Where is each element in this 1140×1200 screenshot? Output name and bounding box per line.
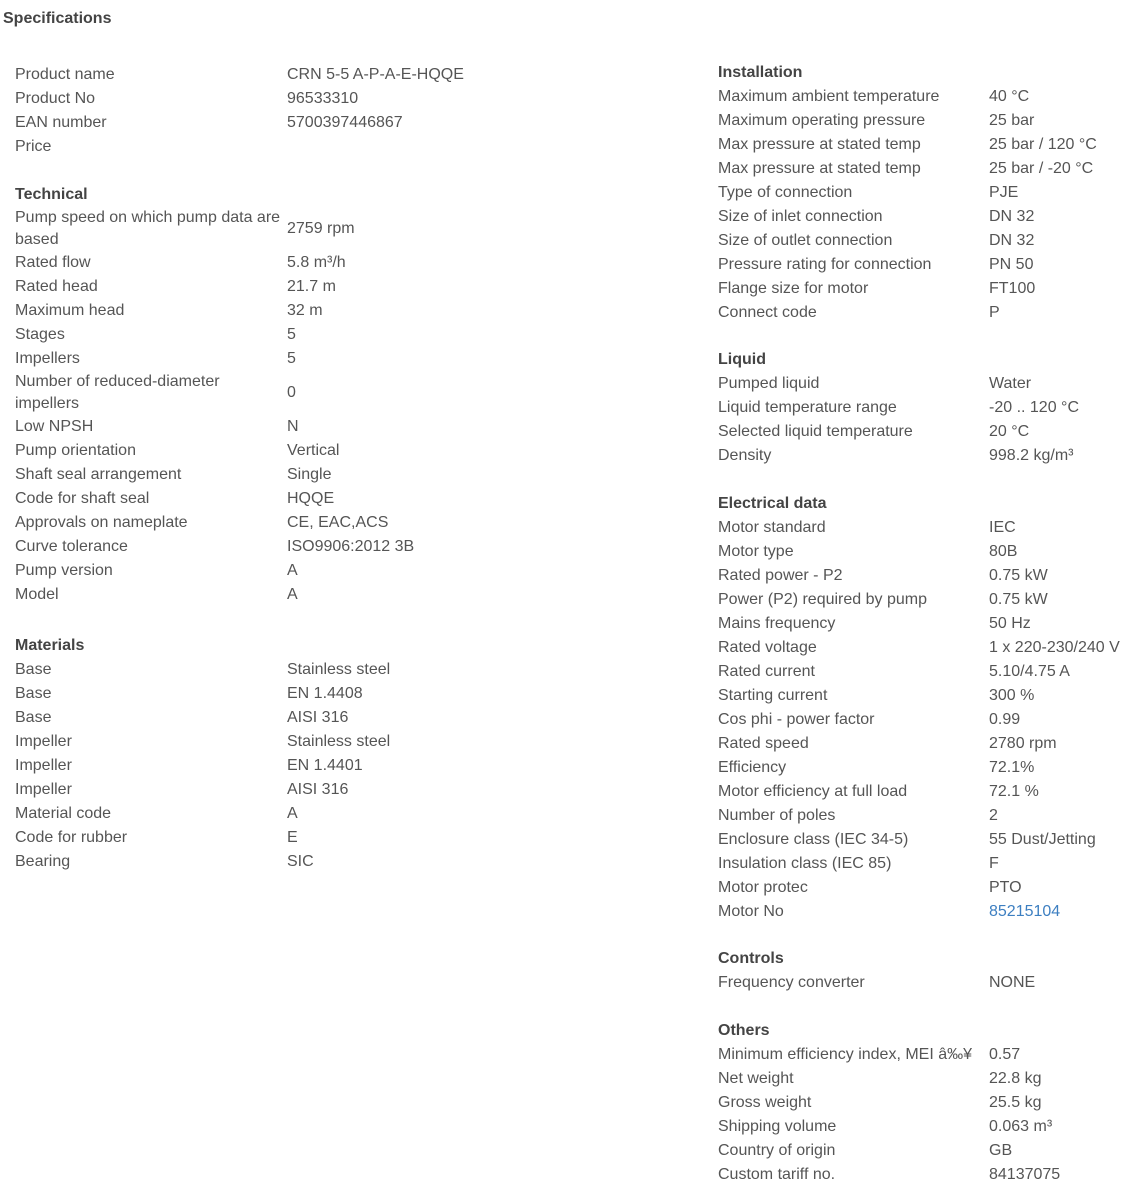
spec-row [718, 1067, 1060, 1091]
spec-row [718, 756, 1120, 780]
spec-value: 0 [287, 384, 296, 401]
spec-label: Size of outlet connection [718, 232, 893, 249]
controls-table [718, 971, 1035, 995]
spec-row [15, 754, 390, 778]
spec-row [15, 463, 414, 487]
spec-value: Stainless steel [287, 733, 391, 750]
spec-value: 0.75 kW [989, 591, 1048, 608]
liquid-table [718, 372, 1079, 468]
electrical-table [718, 516, 1120, 924]
spec-row [718, 564, 1120, 588]
spec-row [15, 826, 390, 850]
spec-row [15, 207, 414, 251]
spec-value: PTO [989, 879, 1022, 896]
spec-label: Product name [15, 66, 115, 83]
spec-row [718, 301, 1097, 325]
spec-value: AISI 316 [287, 709, 349, 726]
spec-value: PJE [989, 184, 1019, 201]
spec-label: Number of reduced-diameter impellers [15, 373, 220, 412]
spec-label: Max pressure at stated temp [718, 136, 921, 153]
general-table [15, 63, 464, 159]
spec-label: Shipping volume [718, 1118, 837, 1135]
spec-label: EAN number [15, 114, 107, 131]
installation-table [718, 85, 1097, 325]
spec-label: Number of poles [718, 807, 836, 824]
spec-value: EN 1.4408 [287, 685, 363, 702]
spec-label: Gross weight [718, 1094, 812, 1111]
spec-value: F [989, 855, 999, 872]
spec-label: Base [15, 661, 52, 678]
spec-row [15, 347, 414, 371]
spec-row [718, 876, 1120, 900]
spec-value: Vertical [287, 442, 340, 459]
spec-value: CRN 5-5 A-P-A-E-HQQE [287, 66, 464, 83]
spec-label: Pump speed on which pump data are based [15, 209, 281, 248]
spec-value: 5.10/4.75 A [989, 663, 1070, 680]
spec-value: Water [989, 375, 1032, 392]
spec-label: Code for shaft seal [15, 490, 150, 507]
spec-row [718, 85, 1097, 109]
spec-row [15, 559, 414, 583]
spec-label: Custom tariff no. [718, 1166, 836, 1183]
spec-value: 80B [989, 543, 1018, 560]
spec-label: Cos phi - power factor [718, 711, 875, 728]
spec-label: Pressure rating for connection [718, 256, 932, 273]
spec-row [15, 323, 414, 347]
spec-label: Pumped liquid [718, 375, 820, 392]
spec-value: 0.57 [989, 1046, 1021, 1063]
spec-row [15, 371, 414, 415]
spec-label: Selected liquid temperature [718, 423, 913, 440]
materials-table [15, 658, 390, 874]
section-title: Materials [15, 637, 85, 654]
spec-label: Starting current [718, 687, 828, 704]
spec-value: 5 [287, 350, 296, 367]
spec-label: Mains frequency [718, 615, 836, 632]
spec-value: 32 m [287, 302, 323, 319]
spec-value: 1 x 220-230/240 V [989, 639, 1120, 656]
spec-value: 50 Hz [989, 615, 1031, 632]
spec-value: DN 32 [989, 232, 1035, 249]
spec-label: Code for rubber [15, 829, 128, 846]
spec-value: 20 °C [989, 423, 1030, 440]
spec-row [718, 1139, 1060, 1163]
spec-row [718, 636, 1120, 660]
spec-row [718, 732, 1120, 756]
section-title: Technical [15, 186, 88, 203]
spec-label: Curve tolerance [15, 538, 128, 555]
spec-row [15, 251, 414, 275]
spec-row [15, 850, 390, 874]
spec-label: Enclosure class (IEC 34-5) [718, 831, 909, 848]
spec-label: Motor efficiency at full load [718, 783, 908, 800]
spec-label: Maximum ambient temperature [718, 88, 940, 105]
spec-row [718, 804, 1120, 828]
spec-row [718, 588, 1120, 612]
spec-label: Liquid temperature range [718, 399, 897, 416]
spec-value: AISI 316 [287, 781, 349, 798]
spec-row [15, 87, 464, 111]
spec-value: 22.8 kg [989, 1070, 1042, 1087]
spec-row [718, 181, 1097, 205]
spec-row [718, 852, 1120, 876]
spec-row [15, 778, 390, 802]
spec-label: Rated speed [718, 735, 809, 752]
spec-label: Net weight [718, 1070, 794, 1087]
spec-row [15, 111, 464, 135]
technical-table [15, 207, 414, 607]
spec-row [718, 1043, 1060, 1067]
spec-label: Impellers [15, 350, 80, 367]
spec-value: P [989, 304, 1000, 321]
spec-label: Flange size for motor [718, 280, 869, 297]
spec-row [718, 780, 1120, 804]
spec-value: 0.75 kW [989, 567, 1048, 584]
spec-label: Base [15, 685, 52, 702]
spec-value: 40 °C [989, 88, 1030, 105]
spec-label: Size of inlet connection [718, 208, 883, 225]
page-title: Specifications [3, 10, 112, 27]
spec-label: Impeller [15, 781, 72, 798]
spec-label: Bearing [15, 853, 71, 870]
spec-label: Motor standard [718, 519, 826, 536]
spec-value: 2 [989, 807, 998, 824]
spec-row [718, 684, 1120, 708]
spec-value: 55 Dust/Jetting [989, 831, 1096, 848]
section-title: Controls [718, 950, 784, 967]
spec-value: 96533310 [287, 90, 359, 107]
spec-row [15, 583, 414, 607]
spec-label: Country of origin [718, 1142, 836, 1159]
spec-value: -20 .. 120 °C [989, 399, 1079, 416]
spec-value: 0.063 m³ [989, 1118, 1053, 1135]
spec-row [15, 415, 414, 439]
spec-label: Connect code [718, 304, 817, 321]
spec-row [718, 396, 1079, 420]
spec-label: Price [15, 138, 52, 155]
spec-row [15, 802, 390, 826]
spec-label: Rated current [718, 663, 815, 680]
spec-value: E [287, 829, 298, 846]
section-title: Liquid [718, 351, 766, 368]
spec-label: Impeller [15, 733, 72, 750]
technical-section [15, 183, 414, 607]
spec-label: Max pressure at stated temp [718, 160, 921, 177]
spec-value: 998.2 kg/m³ [989, 447, 1074, 464]
spec-label: Maximum head [15, 302, 125, 319]
spec-value: 5.8 m³/h [287, 254, 346, 271]
others-table [718, 1043, 1060, 1187]
spec-row [15, 275, 414, 299]
spec-row [718, 1115, 1060, 1139]
spec-row [15, 658, 390, 682]
spec-label: Power (P2) required by pump [718, 591, 927, 608]
spec-row [718, 444, 1079, 468]
spec-row [718, 1091, 1060, 1115]
spec-label: Pump orientation [15, 442, 136, 459]
spec-value: 5700397446867 [287, 114, 403, 131]
spec-value: FT100 [989, 280, 1036, 297]
spec-value: ISO9906:2012 3B [287, 538, 415, 555]
spec-row [15, 682, 390, 706]
spec-row [718, 516, 1120, 540]
spec-row [718, 109, 1097, 133]
spec-value: N [287, 418, 299, 435]
spec-row [718, 1163, 1060, 1187]
spec-row [718, 133, 1097, 157]
spec-value: 84137075 [989, 1166, 1061, 1183]
spec-value: 300 % [989, 687, 1035, 704]
spec-row [15, 535, 414, 559]
spec-label: Motor protec [718, 879, 808, 896]
controls-section [718, 947, 1035, 995]
spec-value: IEC [989, 519, 1016, 536]
spec-row [718, 253, 1097, 277]
materials-section [15, 634, 390, 874]
spec-label: Rated power - P2 [718, 567, 843, 584]
spec-label: Low NPSH [15, 418, 94, 435]
general-section [15, 63, 464, 159]
spec-label: Minimum efficiency index, MEI â‰¥ [718, 1046, 973, 1063]
spec-row [718, 157, 1097, 181]
spec-value: 2780 rpm [989, 735, 1057, 752]
spec-label: Pump version [15, 562, 113, 579]
spec-value: 25 bar / 120 °C [989, 136, 1097, 153]
spec-value: CE, EAC,ACS [287, 514, 389, 531]
spec-value: Stainless steel [287, 661, 391, 678]
spec-value: 25 bar / -20 °C [989, 160, 1094, 177]
spec-value: SIC [287, 853, 314, 870]
spec-value [287, 135, 464, 159]
spec-row [718, 900, 1120, 924]
spec-value: GB [989, 1142, 1013, 1159]
spec-row [718, 612, 1120, 636]
spec-value: 72.1% [989, 759, 1035, 776]
spec-row [718, 277, 1097, 301]
electrical-section [718, 492, 1120, 924]
spec-label: Stages [15, 326, 65, 343]
spec-label: Rated flow [15, 254, 91, 271]
spec-row [15, 63, 464, 87]
spec-value: 2759 rpm [287, 220, 355, 237]
spec-value: 5 [287, 326, 296, 343]
motor-no-link[interactable]: 85215104 [989, 903, 1061, 920]
spec-value: 21.7 m [287, 278, 336, 295]
spec-row [15, 299, 414, 323]
spec-label: Rated voltage [718, 639, 817, 656]
spec-row [15, 706, 390, 730]
spec-row [15, 487, 414, 511]
spec-row [718, 660, 1120, 684]
spec-row [718, 708, 1120, 732]
spec-label: Efficiency [718, 759, 787, 776]
spec-label: Shaft seal arrangement [15, 466, 182, 483]
spec-label: Model [15, 586, 59, 603]
spec-label: Impeller [15, 757, 72, 774]
section-title: Electrical data [718, 495, 827, 512]
spec-row [718, 540, 1120, 564]
spec-value: A [287, 562, 298, 579]
spec-row [718, 372, 1079, 396]
spec-label: Product No [15, 90, 96, 107]
spec-value: A [287, 805, 298, 822]
section-title: Others [718, 1022, 770, 1039]
spec-label: Motor type [718, 543, 794, 560]
spec-value: 72.1 % [989, 783, 1039, 800]
others-section [718, 1019, 1060, 1187]
spec-label: Insulation class (IEC 85) [718, 855, 892, 872]
spec-label: Base [15, 709, 52, 726]
spec-value: 0.99 [989, 711, 1021, 728]
spec-row [718, 205, 1097, 229]
spec-row [718, 420, 1079, 444]
spec-value: HQQE [287, 490, 335, 507]
spec-row [718, 828, 1120, 852]
spec-row [15, 730, 390, 754]
spec-label: Type of connection [718, 184, 853, 201]
section-title: Installation [718, 64, 803, 81]
spec-value: PN 50 [989, 256, 1034, 273]
spec-value: A [287, 586, 298, 603]
spec-label: Frequency converter [718, 974, 865, 991]
spec-label: Approvals on nameplate [15, 514, 188, 531]
spec-label: Material code [15, 805, 112, 822]
spec-value: NONE [989, 974, 1036, 991]
spec-label: Rated head [15, 278, 98, 295]
spec-row [15, 439, 414, 463]
spec-row [15, 511, 414, 535]
spec-label: Motor No [718, 903, 784, 920]
liquid-section [718, 348, 1079, 468]
spec-value: EN 1.4401 [287, 757, 363, 774]
spec-value [989, 900, 1120, 924]
spec-value: DN 32 [989, 208, 1035, 225]
spec-row [718, 971, 1035, 995]
spec-value: 25 bar [989, 112, 1035, 129]
spec-label: Density [718, 447, 772, 464]
spec-row [15, 135, 464, 159]
spec-value: Single [287, 466, 332, 483]
spec-label: Maximum operating pressure [718, 112, 926, 129]
spec-row [718, 229, 1097, 253]
installation-section [718, 61, 1097, 325]
spec-value: 25.5 kg [989, 1094, 1042, 1111]
